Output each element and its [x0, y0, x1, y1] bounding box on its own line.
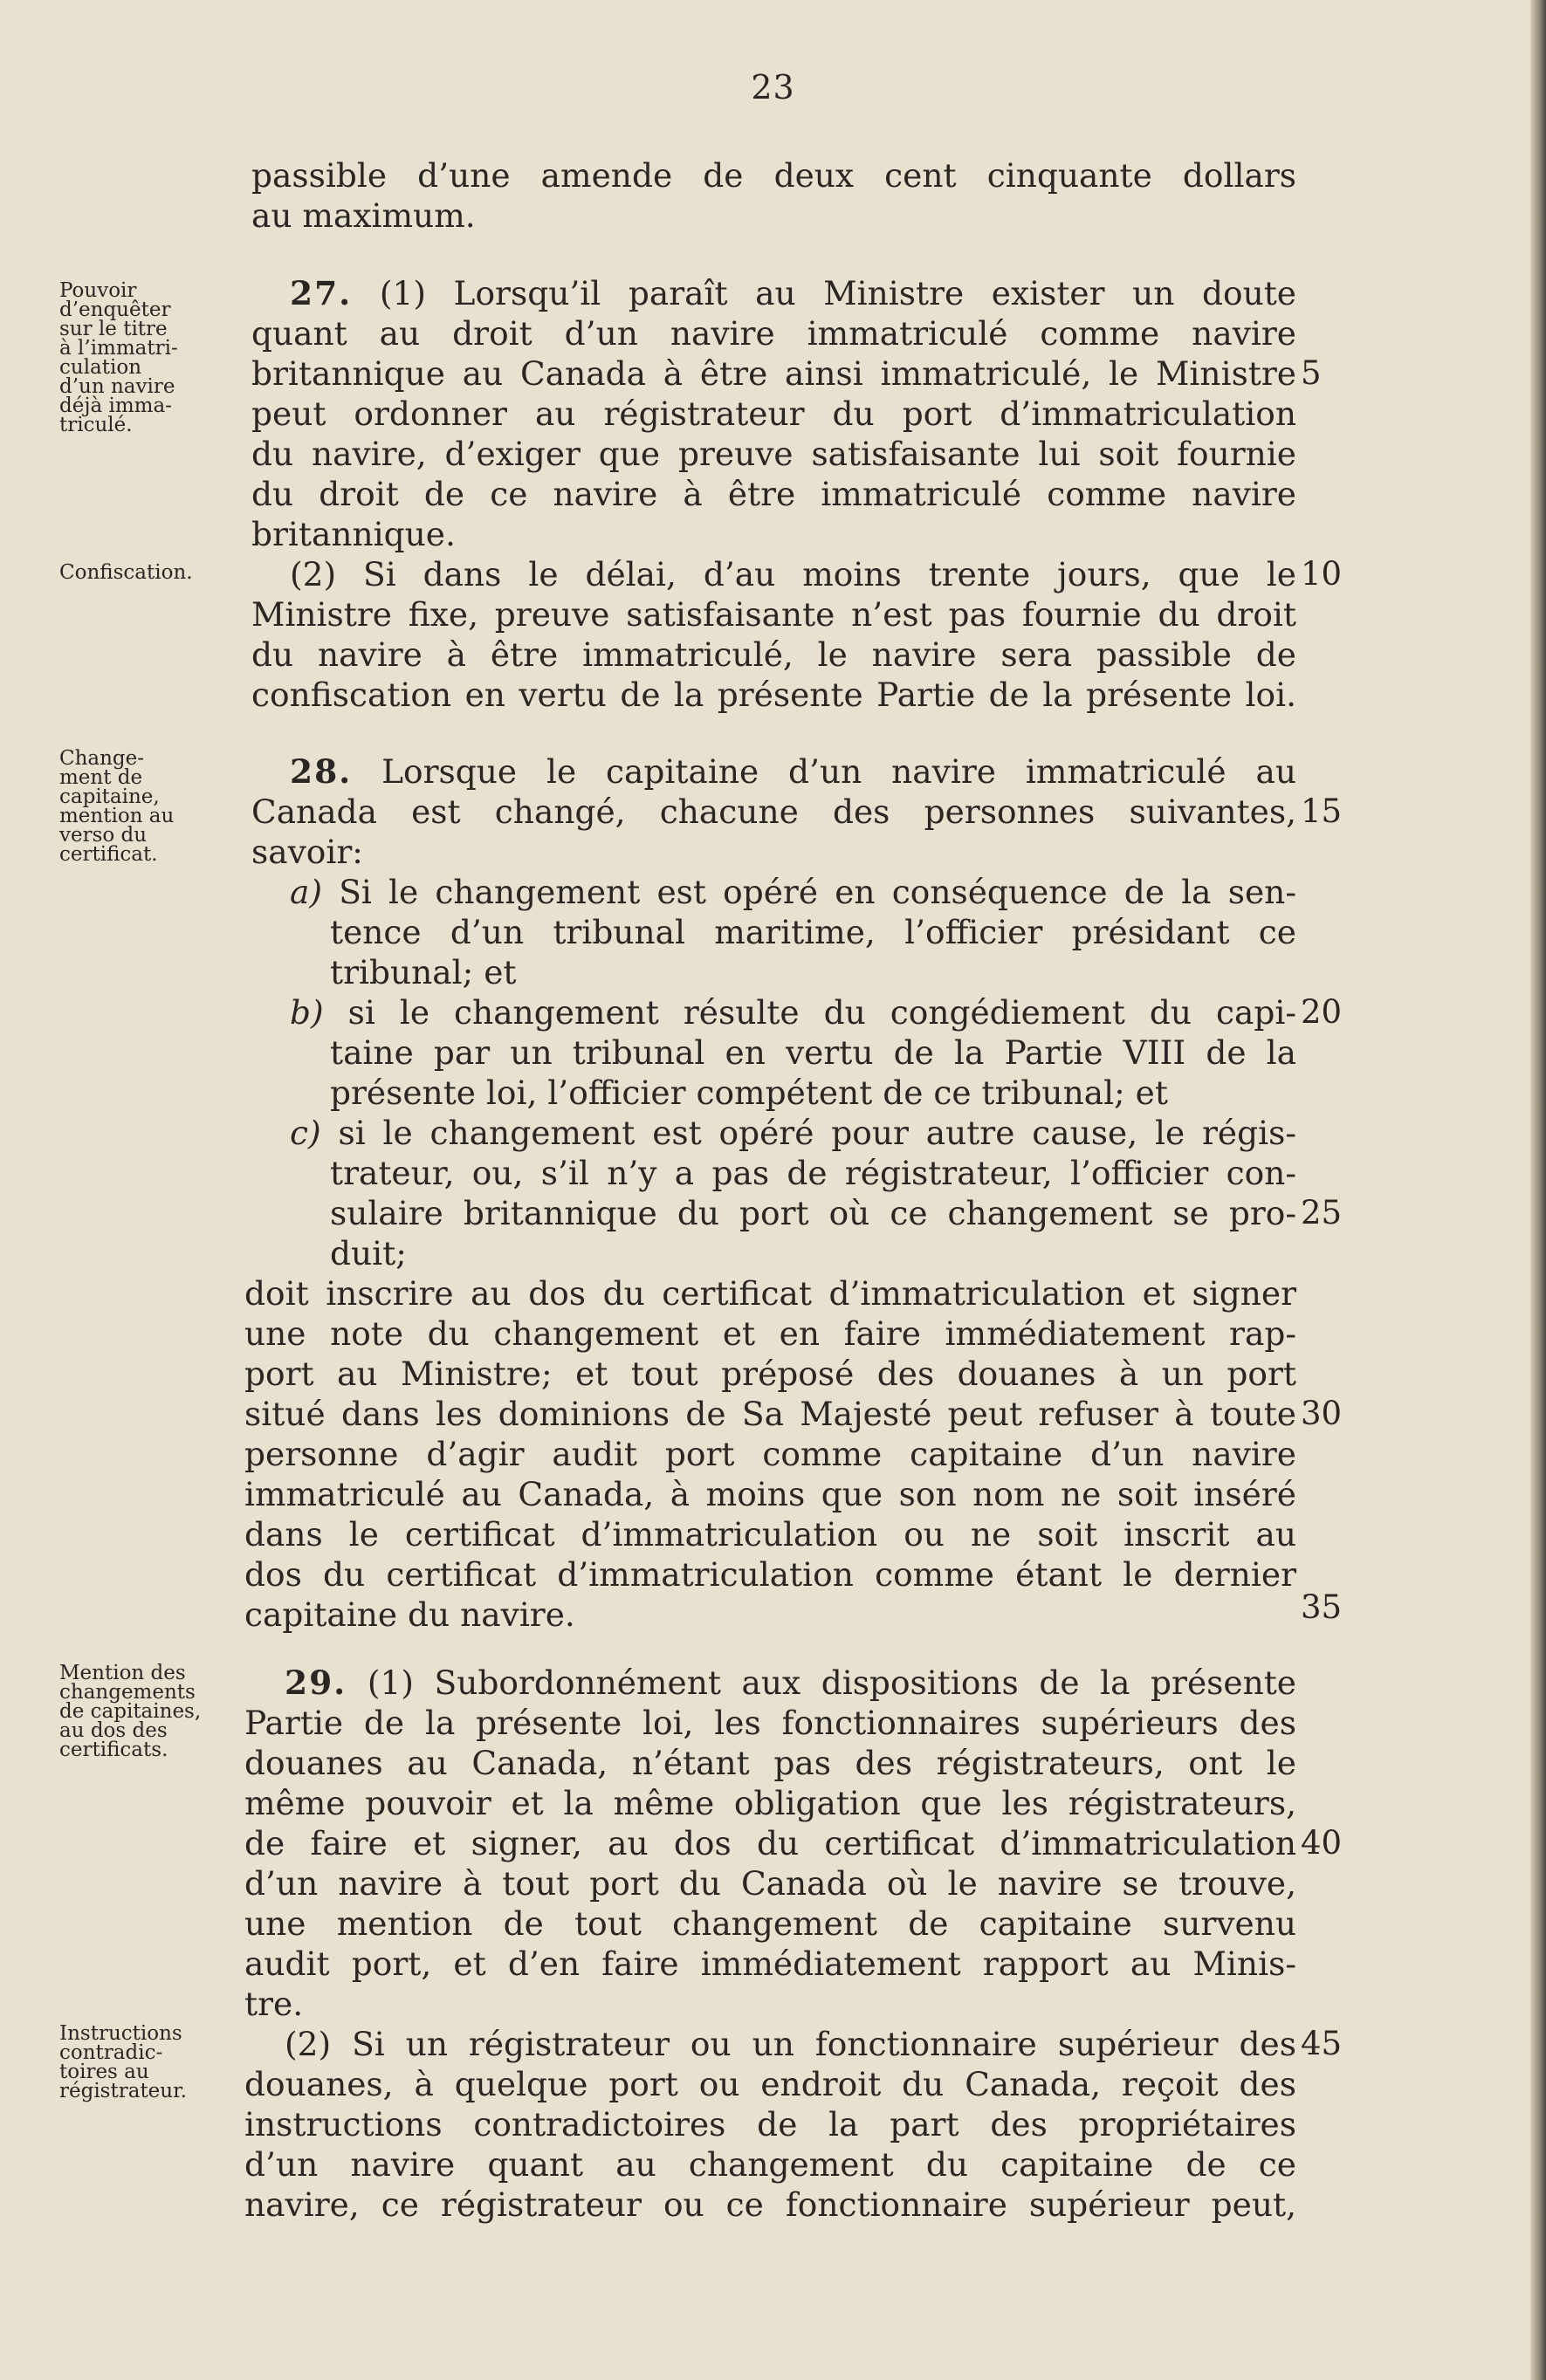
text-line [330, 1073, 1168, 1113]
text-line [251, 394, 1296, 434]
section-number: 29. [285, 1663, 347, 1702]
text-line [244, 1313, 1296, 1354]
margin-note-line: mention au [59, 805, 175, 827]
text-line [244, 1984, 303, 2024]
line-number: 5 [1301, 354, 1322, 392]
margin-note-line: certificats. [59, 1739, 168, 1761]
text-line-content: situé dans les dominions de Sa Majesté peut refuser à toute [244, 1395, 1296, 1433]
text-line-content: Si le changement est opéré en conséquence de la sen- [339, 873, 1296, 911]
margin-note-line: capitaine, [59, 785, 160, 808]
text-line [251, 514, 456, 554]
text-line [251, 832, 363, 872]
text-line [244, 1394, 1296, 1434]
text-line [244, 1783, 1296, 1823]
text-line [244, 1703, 1296, 1743]
text-line-content: d’un navire à tout port du Canada où le navire se trouve, [244, 1864, 1296, 1903]
line-number: 30 [1301, 1395, 1343, 1432]
text-line [244, 1273, 1296, 1313]
line-number: 45 [1301, 2025, 1343, 2062]
margin-note-line: ment de [59, 766, 143, 789]
text-line [330, 952, 516, 992]
text-line [251, 474, 1296, 514]
text-line-content: tence d’un tribunal maritime, l’officier présidant ce [330, 913, 1296, 951]
line-number: 35 [1301, 1588, 1343, 1626]
line-number: 10 [1301, 555, 1343, 593]
text-line [330, 1193, 1296, 1233]
margin-note-line: Change- [59, 747, 145, 770]
margin-note-line: de capitaines, [59, 1700, 202, 1723]
text-line [330, 1233, 407, 1273]
text-line [251, 313, 1296, 353]
margin-note [59, 1663, 234, 1759]
text-line [330, 1153, 1296, 1193]
text-line-content: navire, ce régistrateur ou ce fonctionnaire supérieur peut, [244, 2185, 1296, 2224]
text-line-content: doit inscrire au dos du certificat d’immatriculation et signer [244, 1274, 1296, 1313]
margin-note-line: d’un navire [59, 375, 175, 398]
text-line-content: confiscation en vertu de la présente Partie de la présente loi. [251, 676, 1296, 714]
text-line-content: du navire, d’exiger que preuve satisfaisante lui soit fournie [251, 435, 1296, 473]
text-line [244, 1944, 1296, 1984]
margin-note-line: déjà imma- [59, 394, 172, 417]
text-line-content: même pouvoir et la même obligation que les régistrateurs, [244, 1784, 1296, 1822]
text-line-content: (1) Subordonnément aux dispositions de la présente [367, 1663, 1297, 1702]
text-line-content: de faire et signer, au dos du certificat d’immatriculation [244, 1824, 1296, 1862]
item-marker: b) [290, 993, 324, 1032]
line-number: 20 [1301, 993, 1343, 1031]
text-line [244, 1595, 575, 1635]
text-line-content: passible d’une amende de deux cent cinquante dollars [251, 156, 1296, 195]
text-line-content: quant au droit d’un navire immatriculé comme navire [251, 314, 1296, 353]
text-line-content: britannique au Canada à être ainsi immatriculé, le Ministre [251, 354, 1296, 393]
text-line [290, 992, 1296, 1032]
text-line-content: immatriculé au Canada, à moins que son nom ne soit inséré [244, 1475, 1296, 1513]
text-line-content: une note du changement et en faire immédiatement rap- [244, 1314, 1296, 1353]
text-line [244, 2064, 1296, 2104]
text-line-content: une mention de tout changement de capitaine survenu [244, 1904, 1296, 1943]
text-line-content: (2) Si un régistrateur ou un fonctionnaire supérieur des [285, 2025, 1296, 2063]
text-line-content: Partie de la présente loi, les fonctionnaires supérieurs des [244, 1704, 1296, 1742]
margin-note-line: changements [59, 1681, 196, 1704]
text-line-content: douanes, à quelque port ou endroit du Canada, reçoit des [244, 2065, 1296, 2103]
line-number: 40 [1301, 1824, 1343, 1862]
line-number: 25 [1301, 1194, 1343, 1231]
text-line [290, 273, 1296, 313]
text-line-content: du navire à être immatriculé, le navire sera passible de [251, 635, 1296, 674]
text-line-content: si le changement est opéré pour autre cause, le régis- [338, 1114, 1296, 1152]
text-line [251, 434, 1296, 474]
section-number: 28. [290, 752, 353, 791]
margin-note-line: d’enquêter [59, 298, 171, 321]
line-number: 15 [1301, 792, 1343, 830]
margin-note-line: culation [59, 356, 142, 379]
text-line [244, 1474, 1296, 1514]
text-line-content: (2) Si dans le délai, d’au moins trente jours, que le [290, 555, 1296, 593]
page-number: 23 [751, 68, 795, 106]
text-line [285, 2024, 1296, 2064]
text-line-content: capitaine du navire. [244, 1595, 575, 1634]
text-line [244, 1514, 1296, 1554]
text-line [251, 155, 1296, 195]
margin-note [59, 563, 234, 582]
margin-note-line: au dos des [59, 1719, 168, 1742]
margin-note-line: certificat. [59, 843, 158, 866]
text-line [244, 1434, 1296, 1474]
text-line [244, 1354, 1296, 1394]
text-line [244, 2185, 1296, 2225]
text-line [290, 751, 1296, 792]
margin-note-line: verso du [59, 824, 148, 847]
text-line [290, 872, 1296, 912]
text-line [244, 2104, 1296, 2144]
text-line [244, 1863, 1296, 1903]
text-line-content: instructions contradictoires de la part des propriétaires [244, 2105, 1296, 2143]
margin-note-line: contradic- [59, 2041, 163, 2064]
text-line-content: douanes au Canada, n’étant pas des régistrateurs, ont le [244, 1744, 1296, 1782]
margin-note-line: à l’immatri- [59, 337, 178, 360]
margin-note-line: régistrateur. [59, 2080, 187, 2102]
text-line [290, 1113, 1296, 1153]
text-line-content: si le changement résulte du congédiement du capi- [347, 993, 1297, 1032]
text-line [330, 1032, 1296, 1073]
text-line [251, 594, 1296, 634]
text-line-content: du droit de ce navire à être immatriculé comme navire [251, 475, 1296, 513]
margin-note [59, 749, 234, 864]
text-line [251, 195, 476, 236]
margin-note-line: sur le titre [59, 318, 168, 340]
text-line-content: personne d’agir audit port comme capitaine d’un navire [244, 1435, 1296, 1473]
text-line-content: dans le certificat d’immatriculation ou ne soit inscrit au [244, 1515, 1296, 1554]
item-marker: a) [290, 873, 322, 911]
text-line-content: tribunal; et [330, 953, 517, 991]
text-line-content: trateur, ou, s’il n’y a pas de régistrateur, l’officier con- [330, 1154, 1296, 1192]
text-line-content: savoir: [251, 833, 363, 871]
item-marker: c) [290, 1114, 321, 1152]
text-line-content: dos du certificat d’immatriculation comme étant le dernier [244, 1555, 1296, 1594]
text-line-content: tre. [244, 1985, 304, 2023]
margin-note-line: Instructions [59, 2022, 182, 2045]
text-line-content: (1) Lorsqu’il paraît au Ministre exister un doute [379, 274, 1297, 312]
text-line [244, 1903, 1296, 1944]
text-line [251, 353, 1296, 394]
text-line-content: Canada est changé, chacune des personnes suivantes, [251, 792, 1296, 831]
text-line [330, 912, 1296, 952]
section-number: 27. [290, 274, 353, 312]
text-line-content: audit port, et d’en faire immédiatement rapport au Minis- [244, 1944, 1296, 1983]
text-line-content: port au Ministre; et tout préposé des douanes à un port [244, 1355, 1296, 1393]
margin-note-line: toires au [59, 2061, 149, 2083]
text-line [251, 675, 1296, 715]
text-line [251, 792, 1296, 832]
text-line-content: d’un navire quant au changement du capitaine de ce [244, 2145, 1296, 2184]
page-edge [1530, 0, 1546, 2380]
text-line [244, 1554, 1296, 1595]
text-line [251, 634, 1296, 675]
text-line-content: au maximum. [251, 196, 476, 235]
margin-note [59, 2024, 234, 2101]
text-line [244, 1823, 1296, 1863]
text-line-content: peut ordonner au régistrateur du port d’immatriculation [251, 394, 1296, 433]
text-line [290, 554, 1296, 594]
margin-note-line: Confiscation. [59, 561, 193, 584]
margin-note-line: Pouvoir [59, 279, 137, 302]
margin-note-line: Mention des [59, 1662, 186, 1684]
text-line [285, 1663, 1296, 1703]
text-line-content: Lorsque le capitaine d’un navire immatriculé au [381, 752, 1296, 791]
text-line-content: Ministre fixe, preuve satisfaisante n’est pas fournie du droit [251, 595, 1296, 634]
margin-note-line: triculé. [59, 414, 133, 436]
text-line-content: sulaire britannique du port où ce changement se pro- [330, 1194, 1296, 1232]
margin-note [59, 281, 234, 435]
text-line-content: britannique. [251, 515, 456, 553]
text-line-content: présente loi, l’officier compétent de ce tribunal; et [330, 1073, 1168, 1112]
text-line-content: duit; [330, 1234, 407, 1272]
text-line-content: taine par un tribunal en vertu de la Partie VIII de la [330, 1033, 1296, 1072]
text-line [244, 2144, 1296, 2185]
text-line [244, 1743, 1296, 1783]
